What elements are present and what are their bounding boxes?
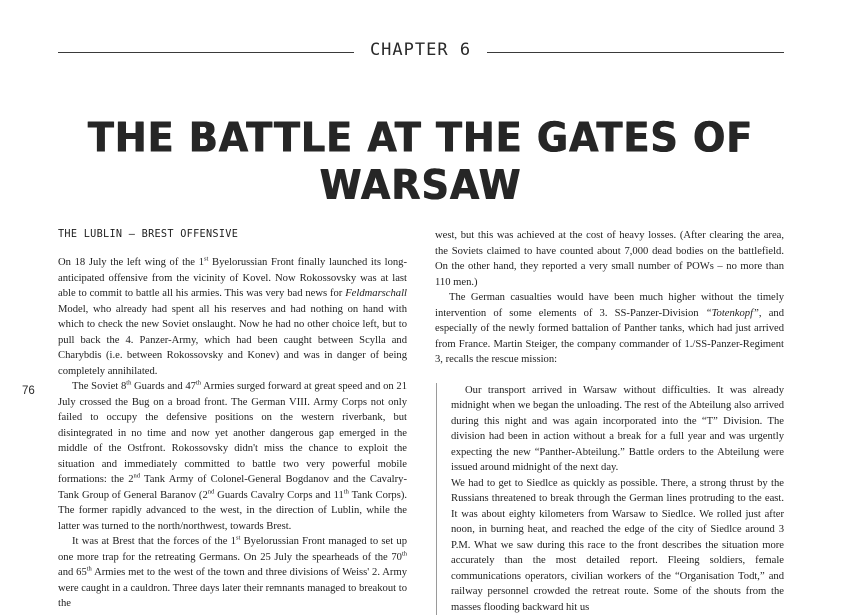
page-number: 76 <box>22 385 35 397</box>
quote-paragraph: Our transport arrived in Warsaw without difficulties. It was already midnight when we began the unloading. The rest of the Abteilung also arrived during this night and was again incorporated into the “T” Division. The division had been in action without a break for a full year and was urgently expecting the new “Panther-Abteilung.” Battle orders to the Abteilung were issued around midnight of the next day. <box>451 383 784 476</box>
block-quote <box>436 383 784 615</box>
paragraph: On 18 July the left wing of the 1st Byelorussian Front finally launched its long-anticipated offensive from the vicinity of Kovel. Now Rokossovsky was at last able to commit to battle all his armies. This was very bad news for Feldmarschall Model, who already had spent all his reserves and had nothing on hand with which to check the new Soviet onslaught. Now he had no other choice left, but to pull back the 4. Panzer-Army, which had been caught between Scylla and Charybdis (i.e. between Rokossovsky and Konev) and was in danger of being completely annihilated. <box>58 255 407 379</box>
quote-paragraph: We had to get to Siedlce as quickly as possible. There, a strong thrust by the Russians threatened to break through the German lines protruding to the east. It was about eighty kilometers from Warsaw to Siedlce. We rolled just after noon, in burning heat, and reached the edge of the city of Siedlce around 3 P.M. What we saw during this race to the front describes the situation more accurately than the most detailed report. Fleeing soldiers, female communications operators, civilian workers of the “Organisation Todt,” and railway personnel crowded the retreat route. Some of the shouts from the masses flooding backward hit us <box>451 476 784 615</box>
section-heading: THE LUBLIN – BREST OFFENSIVE <box>58 228 407 242</box>
paragraph: west, but this was achieved at the cost of heavy losses. (After clearing the area, the Soviets claimed to have counted about 7,000 dead bodies on the battlefield. On the other hand, they reported a very small number of POWs – no more than 110 men.) <box>435 228 784 290</box>
paragraph: It was at Brest that the forces of the 1st Byelorussian Front managed to set up one more trap for the retreating Germans. On 25 July the spearheads of the 70th and 65th Armies met to the west of the town and three divisions of Weiss' 2. Army were caught in a cauldron. Three days later their remnants managed to breakout to the <box>58 534 407 612</box>
header-rule-left <box>58 52 354 53</box>
chapter-label: CHAPTER 6 <box>354 40 487 60</box>
right-column <box>435 228 784 615</box>
chapter-title: THE BATTLE AT THE GATES OF WARSAW <box>0 113 841 208</box>
header-rule-right <box>487 52 784 53</box>
paragraph: The German casualties would have been much higher without the timely intervention of some elements of 3. SS-Panzer-Division “Totenkopf”, and especially of the newly formed battalion of Panther tanks, which had just arrived from France. Martin Steiger, the company commander of 1./SS-Panzer-Regiment 3, recalls the rescue mission: <box>435 290 784 368</box>
paragraph: The Soviet 8th Guards and 47th Armies surged forward at great speed and on 21 July crossed the Bug on a broad front. The German VIII. Army Corps not only failed to occupy the defensive positions on the western riverbank, but disintegrated in no time and now yet another dangerous gap emerged in the middle of the Ostfront. Rokossovsky didn't miss the chance to exploit the situation and immediately committed to battle two very powerful mobile formations: the 2nd Tank Army of Colonel-General Bogdanov and the Cavalry-Tank Group of General Baranov (2nd Guards Cavalry Corps and 11th Tank Corps). The former rapidly advanced to the west, in the direction of Lublin, while the latter was turned to the north/northwest, towards Brest. <box>58 379 407 534</box>
left-column <box>58 228 407 612</box>
